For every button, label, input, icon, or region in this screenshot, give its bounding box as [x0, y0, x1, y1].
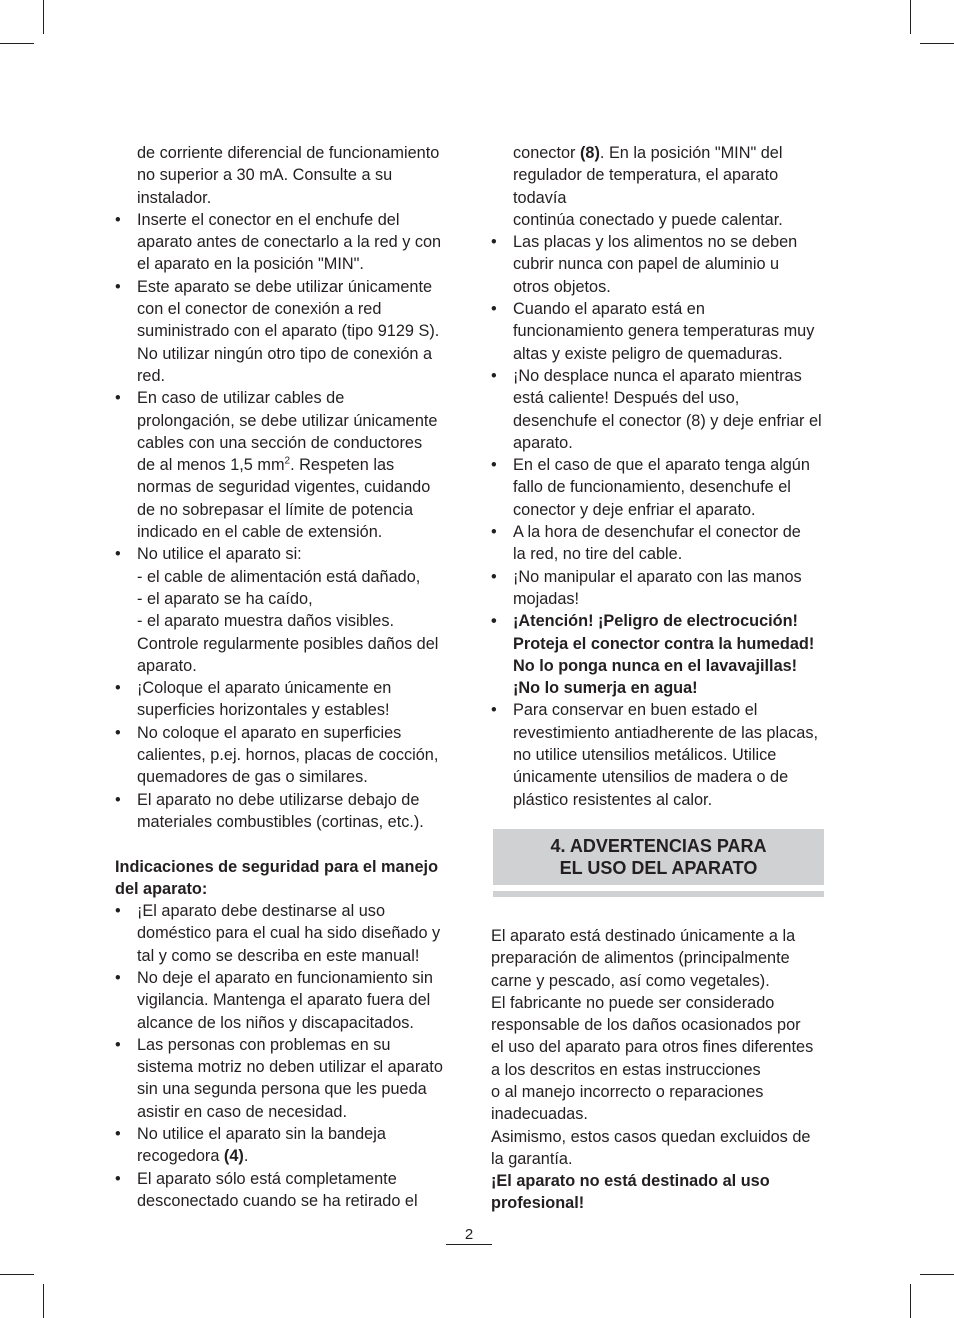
- text-line: no utilice utensilios metálicos. Utilice: [513, 746, 777, 765]
- text-line: del aparato:: [115, 879, 208, 898]
- text-line: - el aparato se ha caído,: [137, 589, 313, 608]
- section-heading-box: [493, 829, 824, 885]
- text-line: aparato.: [137, 656, 197, 675]
- list-item: [491, 231, 831, 298]
- page-number-rule: [446, 1244, 492, 1245]
- spacer: [115, 833, 451, 855]
- text-line: • Las placas y los alimentos no se deben: [513, 233, 798, 252]
- text-line: el uso del aparato para otros fines diferentes: [491, 1038, 814, 1057]
- text-line: • Cuando el aparato está en: [513, 300, 705, 319]
- text-line: superficies horizontales y estables!: [137, 701, 390, 720]
- text-line: suministrado con el aparato (tipo 9129 S).: [137, 322, 440, 341]
- crop-mark-bottom-left-vertical: [43, 1284, 44, 1318]
- text-line: únicamente utensilios de madera o de: [513, 768, 789, 787]
- list-item: [115, 1034, 451, 1123]
- text-line: • ¡Atención! ¡Peligro de electrocución!: [513, 612, 798, 631]
- text-fragment: . Respeten las: [290, 456, 395, 475]
- text-fragment: conector: [513, 144, 580, 162]
- list-item: [491, 454, 831, 521]
- text-line: • No deje el aparato en funcionamiento sin: [137, 968, 433, 987]
- list-item: [491, 365, 831, 454]
- text-line: • ¡Coloque el aparato únicamente en: [137, 679, 392, 698]
- list-item-cable: [115, 387, 451, 543]
- text-line: • El aparato no debe utilizarse debajo de: [137, 790, 420, 809]
- text-line: El fabricante no puede ser considerado: [491, 993, 775, 1012]
- text-line: normas de seguridad vigentes, cuidando: [137, 478, 431, 497]
- text-line: la red, no tire del cable.: [513, 545, 683, 564]
- list-item: [491, 521, 831, 566]
- text-line: • Este aparato se debe utilizar únicamente: [137, 277, 433, 296]
- text-line: El aparato está destinado únicamente a la: [491, 926, 796, 945]
- text-line: mojadas!: [513, 589, 580, 608]
- list-item: [115, 543, 451, 677]
- text-line: • No utilice el aparato si:: [137, 545, 302, 564]
- text-line: carne y pescado, así como vegetales).: [491, 971, 770, 990]
- safety-heading: [115, 856, 451, 901]
- crop-mark-top-left-horizontal: [0, 43, 34, 44]
- part-reference: (4): [223, 1147, 244, 1166]
- crop-mark-top-right-vertical: [910, 0, 911, 34]
- list-item: [115, 1168, 451, 1213]
- text-line: ¡No lo sumerja en agua!: [513, 679, 698, 698]
- text-line: la garantía.: [491, 1149, 573, 1168]
- section-title-line: EL USO DEL APARATO: [559, 857, 758, 878]
- text-line: • A la hora de desenchufar el conector de: [513, 523, 801, 542]
- text-line: vigilancia. Mantenga el aparato fuera del: [137, 991, 431, 1010]
- text-line: sistema motriz no deben utilizar el aparato: [137, 1058, 443, 1077]
- text-line: inadecuadas.: [491, 1105, 588, 1124]
- continued-text: [115, 142, 451, 209]
- list-item: [115, 677, 451, 722]
- text-line: • En el caso de que el aparato tenga algún: [513, 456, 810, 475]
- text-line: calientes, p.ej. hornos, placas de cocción,: [137, 746, 439, 765]
- text-line: el aparato en la posición "MIN".: [137, 255, 364, 274]
- usage-paragraph: [491, 925, 831, 1215]
- text-line: fallo de funcionamiento, desenchufe el: [513, 478, 791, 497]
- list-item: [491, 298, 831, 365]
- text-line: • ¡No desplace nunca el aparato mientras: [513, 366, 802, 385]
- text-line: plástico resistentes al calor.: [513, 790, 713, 809]
- text-line: de no sobrepasar el límite de potencia: [137, 500, 414, 519]
- text-line: conector y deje enfriar el aparato.: [513, 500, 756, 519]
- closing-bold-line: ¡El aparato no está destinado al uso: [491, 1172, 770, 1191]
- list-item: [115, 722, 451, 789]
- text-line: funcionamiento genera temperaturas muy: [513, 322, 815, 341]
- text-line: cubrir nunca con papel de aluminio u: [513, 255, 780, 274]
- left-column: [115, 142, 451, 1212]
- text-line: con el conector de conexión a red: [137, 300, 382, 319]
- text-line: Controle regularmente posibles daños del: [137, 634, 439, 653]
- text-line: está caliente! Después del uso,: [513, 389, 740, 408]
- continued-text: [491, 142, 831, 231]
- closing-bold-line: profesional!: [491, 1194, 585, 1213]
- text-line: • El aparato sólo está completamente: [137, 1169, 397, 1188]
- section-divider: [493, 891, 824, 897]
- list-item-tray: [115, 1123, 451, 1168]
- text-fragment: recogedora: [137, 1147, 224, 1166]
- text-line: aparato antes de conectarlo a la red y con: [137, 233, 442, 252]
- text-line: instalador.: [137, 188, 212, 207]
- superscript: 2: [284, 455, 291, 467]
- crop-mark-bottom-left-horizontal: [0, 1274, 34, 1275]
- crop-mark-top-right-horizontal: [920, 43, 954, 44]
- text-line: - el cable de alimentación está dañado,: [137, 567, 421, 586]
- text-line: preparación de alimentos (principalmente: [491, 949, 790, 968]
- text-line: • ¡No manipular el aparato con las manos: [513, 567, 802, 586]
- text-line: desconectado cuando se ha retirado el: [137, 1191, 418, 1210]
- text-line: • Inserte el conector en el enchufe del: [137, 210, 400, 229]
- list-item: [491, 566, 831, 611]
- mm-text: de al menos 1,5 mm: [137, 456, 285, 475]
- text-line: cables con una sección de conductores: [137, 433, 423, 452]
- text-line: No utilizar ningún otro tipo de conexión a: [137, 344, 433, 363]
- text-line: Indicaciones de seguridad para el manejo: [115, 857, 439, 876]
- crop-mark-top-left-vertical: [43, 0, 44, 34]
- crop-mark-bottom-right-horizontal: [920, 1274, 954, 1275]
- text-line: [137, 1145, 451, 1167]
- part-reference: (8): [579, 144, 600, 162]
- text-line: revestimiento antiadherente de las placas,: [513, 723, 819, 742]
- text-line: No lo ponga nunca en el lavavajillas!: [513, 656, 798, 675]
- text-line: desenchufe el conector (8) y deje enfriar el: [513, 411, 822, 430]
- list-item: [115, 967, 451, 1034]
- text-line: otros objetos.: [513, 277, 611, 296]
- text-line: o al manejo incorrecto o reparaciones: [491, 1082, 764, 1101]
- text-line: a los descritos en estas instrucciones: [491, 1060, 761, 1079]
- text-line: continúa conectado y puede calentar.: [513, 210, 783, 229]
- bullet-list: [491, 231, 831, 811]
- text-line: asistir en caso de necesidad.: [137, 1102, 347, 1121]
- text-line: Proteja el conector contra la humedad!: [513, 634, 815, 653]
- text-line: prolongación, se debe utilizar únicamente: [137, 411, 438, 430]
- text-line: no superior a 30 mA. Consulte a su: [137, 166, 393, 185]
- text-line: • Para conservar en buen estado el: [513, 701, 758, 720]
- text-fragment: .: [243, 1147, 249, 1166]
- text-line: [513, 142, 831, 164]
- text-line: tal y como se describa en este manual!: [137, 946, 420, 965]
- text-line: materiales combustibles (cortinas, etc.).: [137, 812, 424, 831]
- text-line: - el aparato muestra daños visibles.: [137, 612, 395, 631]
- crop-mark-bottom-right-vertical: [910, 1284, 911, 1318]
- text-line: indicado en el cable de extensión.: [137, 523, 383, 542]
- text-line: regulador de temperatura, el aparato todavía: [513, 166, 779, 207]
- text-line: [137, 454, 451, 476]
- list-item: [491, 699, 831, 810]
- text-line: altas y existe peligro de quemaduras.: [513, 344, 783, 363]
- text-line: • En caso de utilizar cables de: [137, 389, 345, 408]
- text-line: responsable de los daños ocasionados por: [491, 1016, 801, 1035]
- text-line: alcance de los niños y discapacitados.: [137, 1013, 414, 1032]
- text-line: de corriente diferencial de funcionamiento: [137, 144, 440, 162]
- right-column: [491, 142, 831, 1215]
- text-line: • Las personas con problemas en su: [137, 1035, 391, 1054]
- text-fragment: . En la posición "MIN" del: [599, 144, 783, 162]
- text-line: sin una segunda persona que les pueda: [137, 1080, 427, 1099]
- list-item: [115, 209, 451, 276]
- text-line: • No utilice el aparato sin la bandeja: [137, 1125, 386, 1144]
- text-line: aparato.: [513, 433, 573, 452]
- text-line: • No coloque el aparato en superficies: [137, 723, 402, 742]
- bullet-list: [115, 209, 451, 833]
- bullet-list: [115, 900, 451, 1212]
- page-number: 2: [464, 1226, 474, 1243]
- text-line: doméstico para el cual ha sido diseñado y: [137, 924, 441, 943]
- list-item: [115, 900, 451, 967]
- list-item: [115, 789, 451, 834]
- text-line: red.: [137, 366, 166, 385]
- list-item: [115, 276, 451, 387]
- warning-list-item: [491, 610, 831, 699]
- text-line: Asimismo, estos casos quedan excluidos de: [491, 1127, 811, 1146]
- text-line: quemadores de gas o similares.: [137, 768, 368, 787]
- section-title-line: 4. ADVERTENCIAS PARA: [550, 835, 767, 856]
- text-line: • ¡El aparato debe destinarse al uso: [137, 902, 385, 921]
